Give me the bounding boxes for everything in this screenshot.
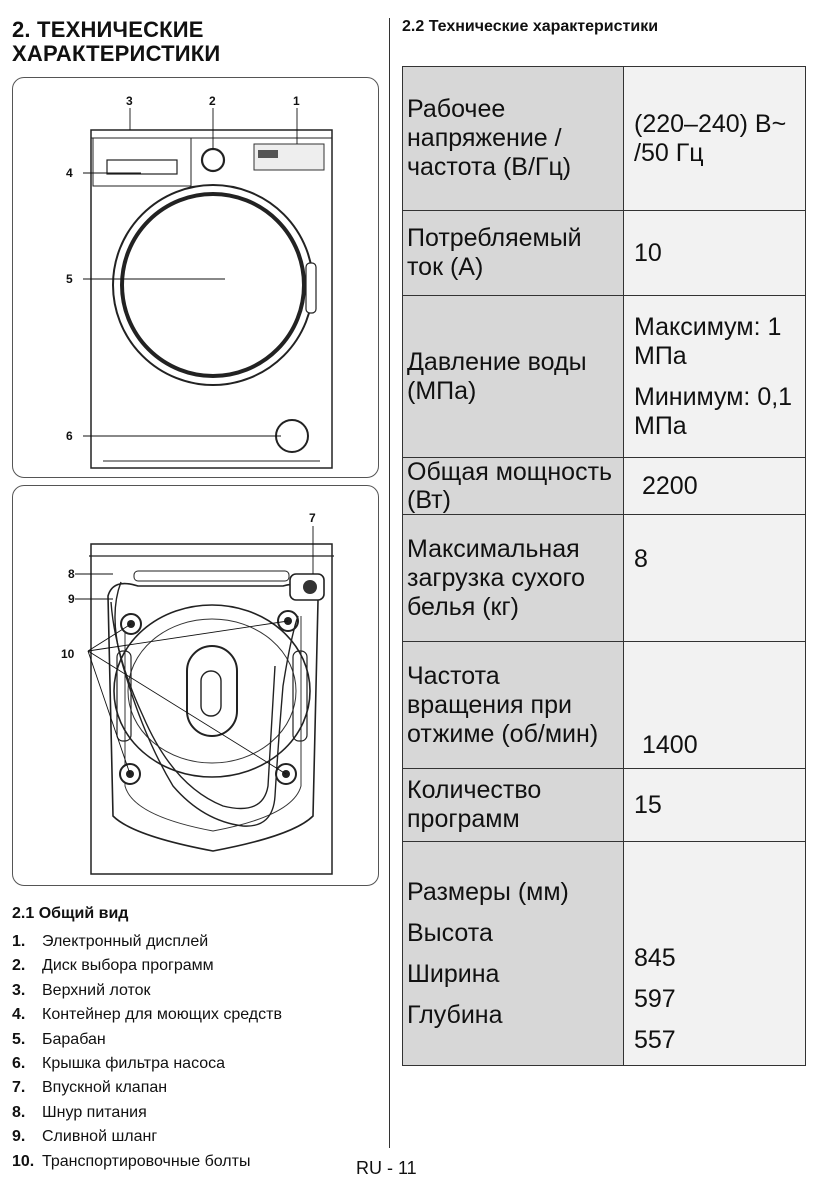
table-row [403, 842, 806, 1066]
detergent-drawer [107, 160, 177, 174]
table-row [403, 642, 806, 769]
back-view-figure [12, 485, 379, 886]
list-item: 9. Сливной шланг [12, 1128, 158, 1146]
callout-2: 2 [209, 94, 216, 108]
callout-9: 9 [68, 592, 75, 606]
pressure-min: Минимум: 0,1 МПа [634, 382, 793, 440]
table-row [403, 211, 806, 296]
height-value: 845 [634, 944, 676, 972]
list-item: 10. Транспортировочные болты [12, 1152, 251, 1170]
list-item: 6. Крышка фильтра насоса [12, 1055, 226, 1073]
param-cell: Частота вращения при отжиме (об/мин) [403, 642, 624, 769]
table-row [403, 296, 806, 458]
specs-table [402, 66, 806, 1066]
list-item: 1. Электронный дисплей [12, 933, 209, 950]
param-cell: Давление воды (МПа) [403, 296, 624, 458]
program-dial [202, 149, 224, 171]
list-item: 3. Верхний лоток [12, 981, 151, 999]
washing-machine-back-diagram [13, 486, 380, 887]
value-cell: 1400 [624, 642, 806, 769]
param-cell: Рабочее напряжение / частота (В/Гц) [403, 67, 624, 211]
dimensions-title: Размеры (мм) [407, 877, 569, 906]
callout-6: 6 [66, 429, 73, 443]
height-label: Высота [407, 918, 493, 947]
param-cell: Общая мощность (Вт) [403, 458, 624, 515]
width-label: Ширина [407, 959, 500, 988]
overview-title: 2.1 Общий вид [12, 905, 129, 922]
param-cell [403, 842, 624, 1066]
list-item: 7. Впускной клапан [12, 1079, 168, 1097]
section-title [12, 18, 382, 66]
table-row [403, 67, 806, 211]
overview-list [12, 930, 282, 1174]
column-divider [389, 18, 390, 1148]
value-cell: 2200 [624, 458, 806, 515]
param-cell: Количество программ [403, 769, 624, 842]
drum [122, 194, 304, 376]
callout-1: 1 [293, 94, 300, 108]
table-row [403, 515, 806, 642]
list-item: 2. Диск выбора программ [12, 957, 214, 975]
power-cord [115, 582, 298, 826]
page-number: RU - 11 [356, 1158, 417, 1178]
value-cell: (220–240) В~ /50 Гц [624, 67, 806, 211]
value-cell [624, 296, 806, 458]
depth-value: 557 [634, 1026, 676, 1054]
width-value: 597 [634, 985, 676, 1013]
callout-7: 7 [309, 511, 316, 525]
washing-machine-front-diagram [13, 78, 380, 479]
param-cell: Потребляемый ток (А) [403, 211, 624, 296]
callout-4: 4 [66, 166, 73, 180]
callout-5: 5 [66, 272, 73, 286]
pressure-max: Максимум: 1 МПа [634, 312, 782, 370]
table-row [403, 769, 806, 842]
specs-title: 2.2 Технические характеристики [402, 18, 659, 35]
callout-3: 3 [126, 94, 133, 108]
door-handle [306, 263, 316, 313]
list-item: 4. Контейнер для моющих средств [12, 1006, 282, 1024]
value-cell: 10 [624, 211, 806, 296]
table-row [403, 458, 806, 515]
value-cell [624, 842, 806, 1066]
callout-10: 10 [61, 647, 75, 661]
depth-label: Глубина [407, 1000, 503, 1029]
param-cell: Максимальная загрузка сухого белья (кг) [403, 515, 624, 642]
callout-8: 8 [68, 567, 75, 581]
list-item: 8. Шнур питания [12, 1103, 147, 1121]
section-title-line1: 2. ТЕХНИЧЕСКИЕ [12, 17, 204, 42]
section-title-line2: ХАРАКТЕРИСТИКИ [12, 41, 221, 66]
value-cell: 8 [624, 515, 806, 642]
front-view-figure [12, 77, 379, 478]
value-cell: 15 [624, 769, 806, 842]
list-item: 5. Барабан [12, 1030, 106, 1048]
